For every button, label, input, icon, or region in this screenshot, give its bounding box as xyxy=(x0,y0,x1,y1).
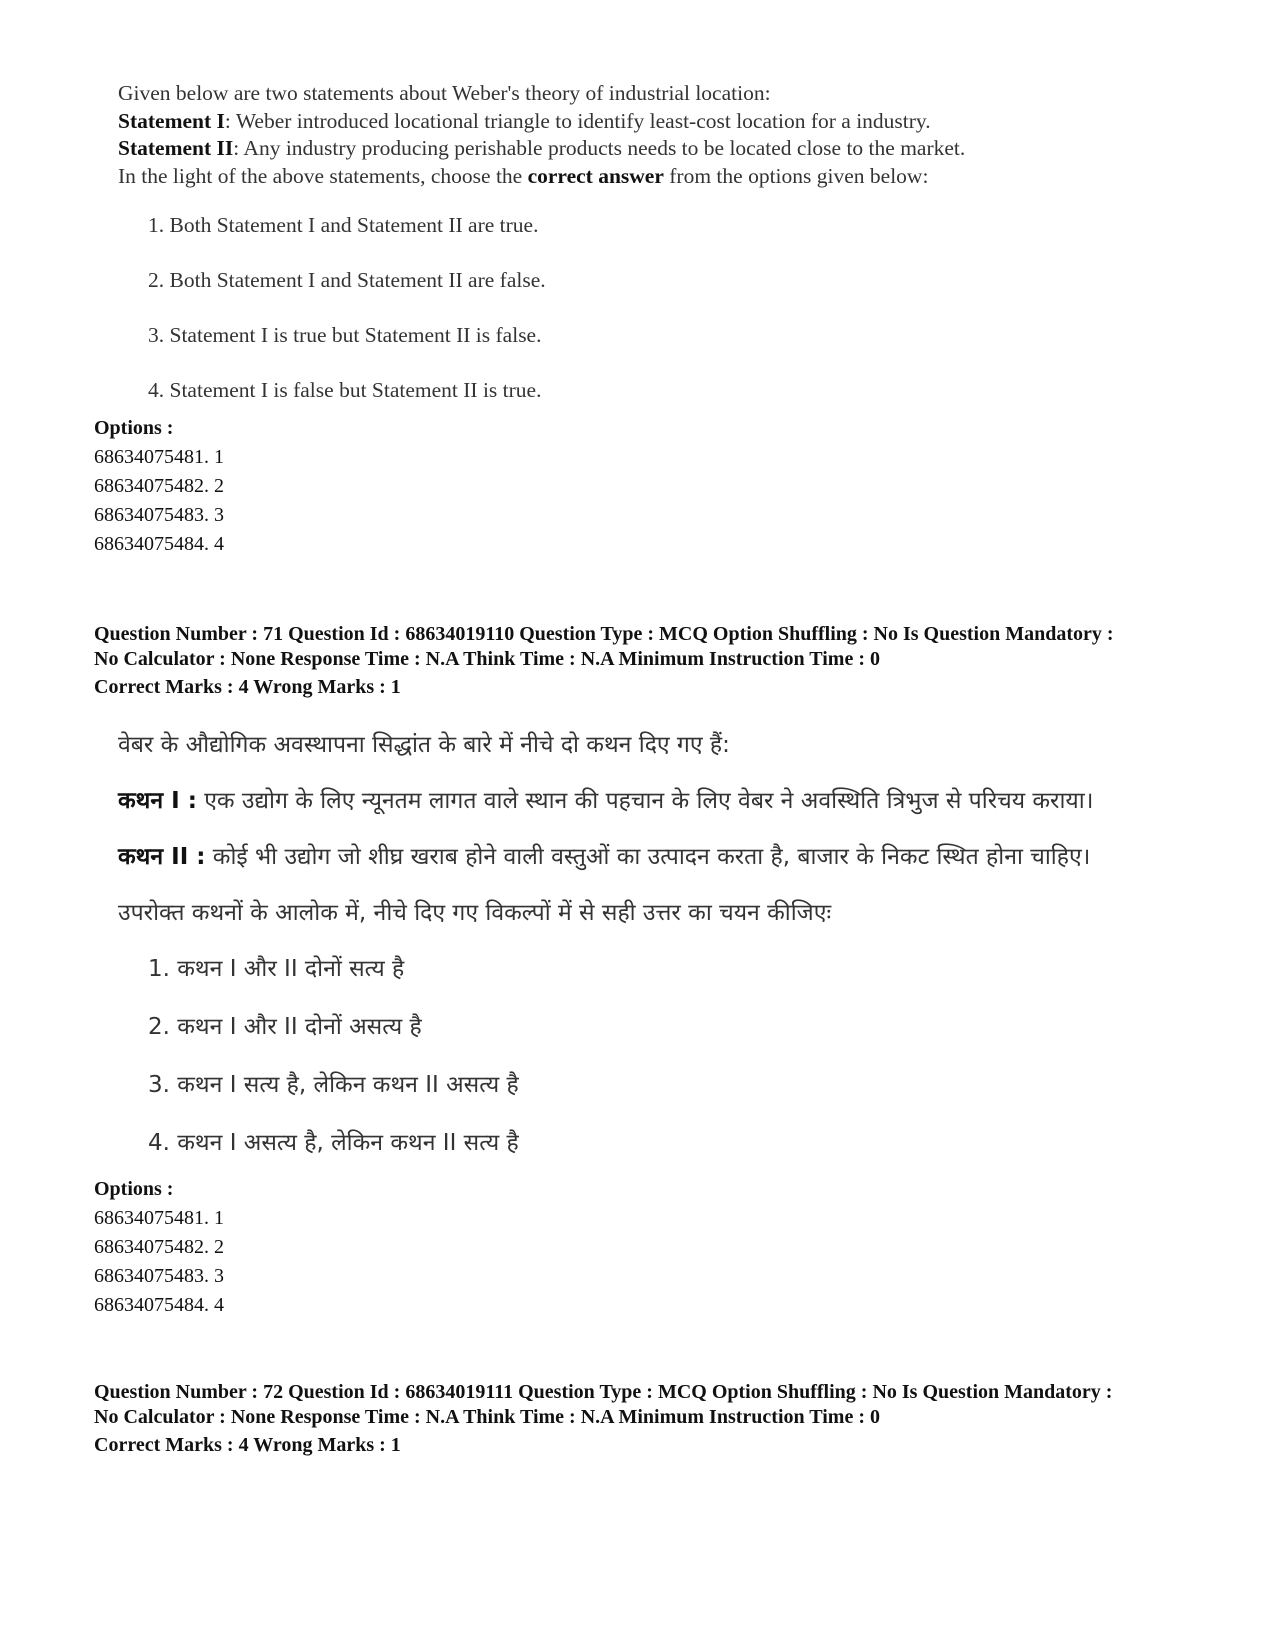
question-intro: वेबर के औद्योगिक अवस्थापना सिद्धांत के बारे में नीचे दो कथन दिए गए हैं: xyxy=(118,732,730,758)
option-id-item: 68634075484. 4 xyxy=(94,533,224,555)
options-label: Options : xyxy=(94,1178,174,1200)
statement-1 xyxy=(118,786,1228,842)
question-meta-line-1: Question Number : 72 Question Id : 68634019111 Question Type : MCQ Option Shuffling : No Is Question Mandatory : xyxy=(94,1381,1113,1403)
answer-choice: 4. कथन I असत्य है, लेकिन कथन II सत्य है xyxy=(148,1130,519,1156)
answer-choice: 1. कथन I और II दोनों सत्य है xyxy=(148,956,405,982)
option-id-item: 68634075483. 3 xyxy=(94,504,224,526)
statement-2 xyxy=(118,842,1228,898)
question-70-english xyxy=(118,80,1198,432)
instruction-part-a: In the light of the above statements, choose the xyxy=(118,163,528,188)
option-id-item: 68634075481. 1 xyxy=(94,1207,224,1229)
question-71-header xyxy=(94,622,1214,700)
answer-choices xyxy=(118,954,1228,1186)
option-id-item: 68634075484. 4 xyxy=(94,1294,224,1316)
question-instruction xyxy=(118,163,1198,191)
option-id-item: 68634075482. 2 xyxy=(94,1236,224,1258)
answer-choice: 3. कथन I सत्य है, लेकिन कथन II असत्य है xyxy=(148,1072,519,1098)
instruction-part-c: from the options given below: xyxy=(663,163,929,188)
answer-choice: 1. Both Statement I and Statement II are true. xyxy=(148,213,539,237)
statement-2-label: Statement II xyxy=(118,136,234,160)
answer-choice: 2. Both Statement I and Statement II are false. xyxy=(148,268,546,292)
answer-choice: 2. कथन I और II दोनों असत्य है xyxy=(148,1014,422,1040)
statement-2-text: : Any industry producing perishable products needs to be located close to the market. xyxy=(233,136,966,160)
statement-2 xyxy=(118,135,1198,163)
instruction-emphasis: correct answer xyxy=(527,163,664,188)
question-71-hindi xyxy=(118,730,1228,1186)
answer-choice: 4. Statement I is false but Statement II is true. xyxy=(148,378,542,402)
question-marks: Correct Marks : 4 Wrong Marks : 1 xyxy=(94,1434,401,1456)
question-72-header xyxy=(94,1380,1214,1458)
question-intro: Given below are two statements about Weber's theory of industrial location: xyxy=(118,81,771,105)
answer-choice: 3. Statement I is true but Statement II is false. xyxy=(148,323,542,347)
statement-2-label: कथन II : xyxy=(118,844,206,870)
question-instruction: उपरोक्त कथनों के आलोक में, नीचे दिए गए विकल्पों में से सही उत्तर का चयन कीजिएः xyxy=(118,900,832,926)
options-list xyxy=(94,1175,494,1320)
question-meta-line-2: No Calculator : None Response Time : N.A Think Time : N.A Minimum Instruction Time : 0 xyxy=(94,647,880,670)
statement-2-text: कोई भी उद्योग जो शीघ्र खराब होने वाली वस्तुओं का उत्पादन करता है, बाजार के निकट स्थित होना चाहिए। xyxy=(205,844,1091,870)
option-id-item: 68634075482. 2 xyxy=(94,475,224,497)
statement-1-label: कथन I : xyxy=(118,788,197,814)
question-meta-line-1: Question Number : 71 Question Id : 68634019110 Question Type : MCQ Option Shuffling : No Is Question Mandatory : xyxy=(94,623,1114,645)
statement-1-text: एक उद्योग के लिए न्यूनतम लागत वाले स्थान की पहचान के लिए वेबर ने अवस्थिति त्रिभुज से परिचय कराया। xyxy=(196,788,1094,814)
question-marks: Correct Marks : 4 Wrong Marks : 1 xyxy=(94,676,401,698)
options-label: Options : xyxy=(94,417,174,439)
options-list xyxy=(94,414,494,559)
option-id-item: 68634075481. 1 xyxy=(94,446,224,468)
option-id-item: 68634075483. 3 xyxy=(94,1265,224,1287)
answer-choices xyxy=(118,212,1198,432)
statement-1-label: Statement I xyxy=(118,108,225,133)
statement-1 xyxy=(118,108,1198,136)
question-meta-line-2: No Calculator : None Response Time : N.A Think Time : N.A Minimum Instruction Time : 0 xyxy=(94,1405,880,1428)
statement-1-text: : Weber introduced locational triangle to identify least-cost location for a industry. xyxy=(224,108,931,133)
